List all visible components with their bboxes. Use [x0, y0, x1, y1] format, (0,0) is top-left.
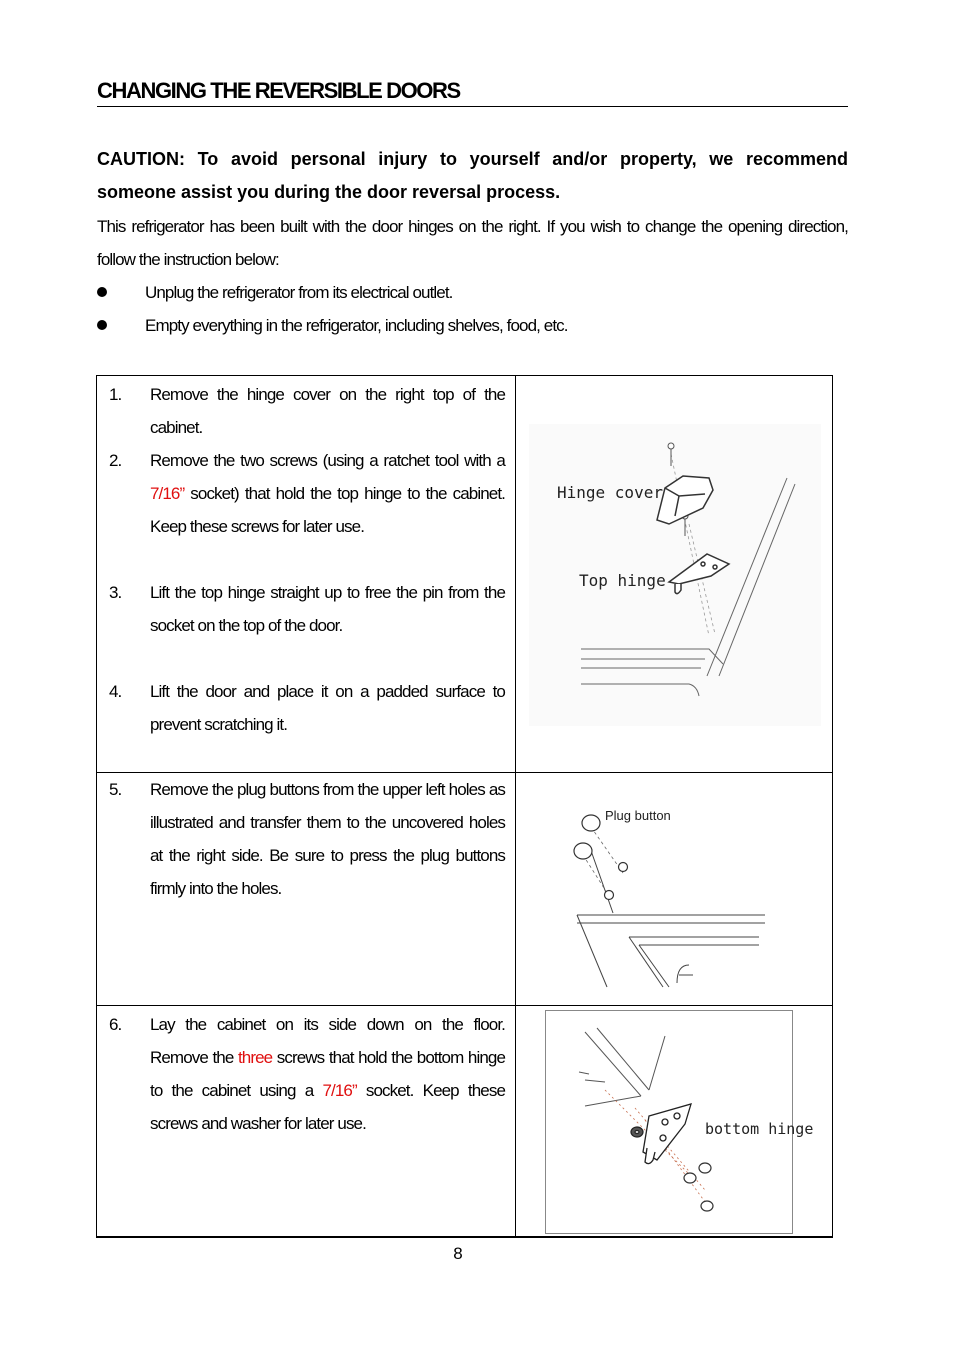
step-text-part: socket. Keep these screws and washer for later use.: [150, 1081, 506, 1133]
screw-count-highlight: three: [237, 1048, 273, 1067]
bullet-text: Unplug the refrigerator from its electrical outlet.: [145, 283, 453, 302]
plug-button-label: Plug button: [605, 808, 671, 823]
step-number: 4.: [109, 682, 122, 701]
step-text-part: socket) that hold the top hinge to the cabinet. Keep these screws for later use.: [150, 484, 505, 536]
bullet-item: [97, 309, 848, 342]
plug-button-icon: [574, 815, 628, 900]
table-row: [97, 773, 832, 1006]
column-divider: [515, 376, 516, 772]
step-number: 6.: [109, 1015, 122, 1034]
page-number: 8: [453, 1244, 463, 1263]
hinge-cover-label: Hinge cover: [557, 483, 663, 502]
step-3: [109, 576, 505, 642]
socket-size-highlight: 7/16”: [150, 484, 185, 503]
socket-size-highlight: 7/16”: [322, 1081, 357, 1100]
prep-bullet-list: [97, 276, 848, 342]
bottom-hinge-illustration: [545, 1010, 814, 1234]
step-6: [109, 1008, 505, 1140]
caution-text: CAUTION: To avoid personal injury to yourself and/or property, we recommend someone assist you during the door reversal process.: [97, 149, 848, 202]
bullet-dot-icon: [97, 320, 107, 330]
step-number: 2.: [109, 451, 122, 470]
step-2: [109, 444, 505, 543]
step-text-part: Lay the cabinet on its side down on the floor. Remove the: [150, 1015, 505, 1067]
page-title: CHANGING THE REVERSIBLE DOORS: [97, 78, 848, 107]
bottom-hinge-label: bottom hinge: [705, 1120, 814, 1138]
step-5: [109, 773, 505, 905]
step-4: [109, 675, 505, 741]
column-divider: [515, 773, 516, 1005]
step-text-part: screws that hold the bottom hinge to the cabinet using a: [150, 1048, 505, 1100]
step-1: [109, 378, 505, 444]
step-text: Lift the door and place it on a padded surface to prevent scratching it.: [150, 682, 505, 734]
plug-button-illustration: [569, 797, 799, 993]
step-number: 1.: [109, 385, 122, 404]
step-number: 3.: [109, 583, 122, 602]
table-row: [97, 376, 832, 773]
step-text: [150, 444, 505, 543]
table-row: [97, 1006, 832, 1237]
top-hinge-label: Top hinge: [579, 571, 666, 590]
step-text-part: Remove the two screws (using a ratchet tool with a: [150, 451, 505, 470]
washer-icon: [631, 1127, 643, 1137]
step-text: Remove the plug buttons from the upper left holes as illustrated and transfer them to the uncovered holes at the right side. Be sure to press the plug buttons firmly into the holes.: [150, 780, 505, 898]
intro-text: This refrigerator has been built with the door hinges on the right. If you wish to change the opening direction, follow the instruction below:: [97, 217, 848, 269]
bullet-item: [97, 276, 848, 309]
bullet-text: Empty everything in the refrigerator, including shelves, food, etc.: [145, 316, 568, 335]
column-divider: [515, 1006, 516, 1237]
top-hinge-illustration: [529, 424, 821, 726]
step-text: Remove the hinge cover on the right top of the cabinet.: [150, 385, 505, 437]
bullet-dot-icon: [97, 287, 107, 297]
step-text: [150, 1008, 505, 1140]
step-number: 5.: [109, 780, 122, 799]
step-text: Lift the top hinge straight up to free the pin from the socket on the top of the door.: [150, 583, 505, 635]
steps-table: [96, 375, 833, 1238]
